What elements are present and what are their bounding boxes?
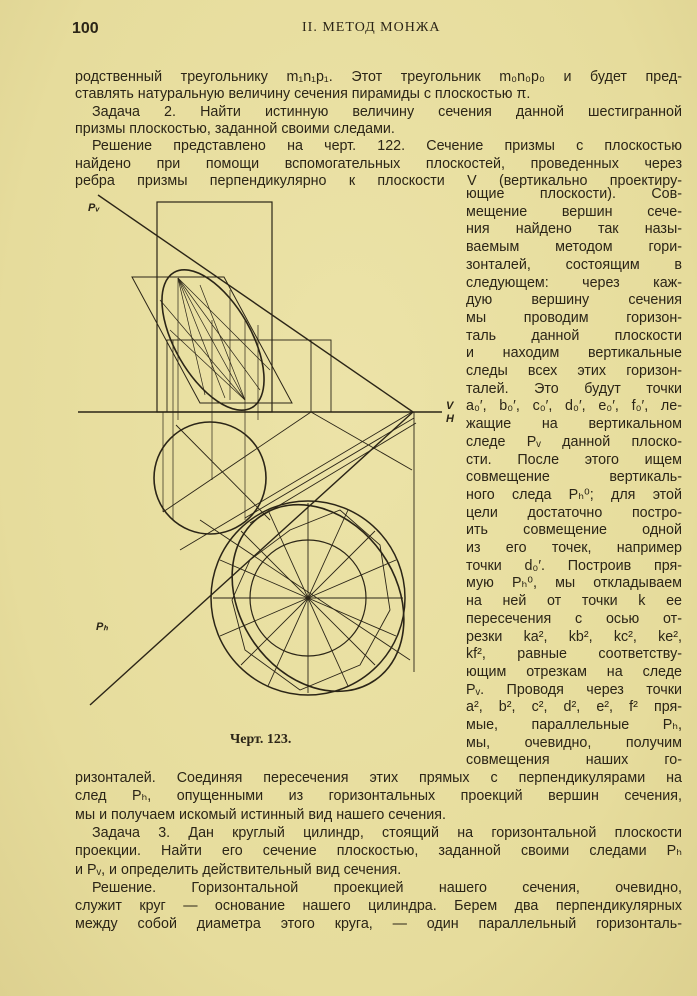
text-line: таль данной плоскости xyxy=(466,327,682,344)
text-line: родственный треугольнику m₁n₁p₁. Этот треугольник m₀n₀p₀ и будет пред- xyxy=(75,69,682,85)
text-line: Pᵥ. Проводя через точки xyxy=(466,681,682,698)
text-line: ризонталей. Соединяя пересечения этих прямых с перпендикулярами на xyxy=(75,770,682,786)
text-line: и Pᵥ, и определить действительный вид сечения. xyxy=(75,861,402,878)
text-line: ющим отрезкам на следе xyxy=(466,663,682,680)
text-line: мую Pₕ⁰, мы откладываем xyxy=(466,575,682,592)
text-line: найдено при помощи вспомогательных плоскостей, проведенных через xyxy=(75,155,682,172)
text-line: Решение. Горизонтальной проекцией нашего сечения, очевидно, xyxy=(92,879,682,896)
text-line: мые, параллельные Pₕ, xyxy=(466,717,682,733)
page-number: 100 xyxy=(72,20,99,37)
text-line: мы, очевидно, получим xyxy=(466,734,682,751)
text-line: ребра призмы перпендикулярно к плоскости V (вертикально проектиру- xyxy=(75,172,682,189)
text-line: совмещения наших го- xyxy=(466,752,682,769)
text-line: следующем: через каж- xyxy=(466,274,682,291)
radial-lines xyxy=(213,503,403,693)
text-line: Задача 2. Найти истинную величину сечения данной шестигранной xyxy=(92,103,682,120)
text-line: ного следа Pₕ⁰; для этой xyxy=(466,486,682,503)
text-line: мы и получаем искомый истинный вид нашего сечения. xyxy=(75,806,446,823)
prism-front-outline xyxy=(157,202,272,412)
text-line: жащие на вертикальном xyxy=(466,416,682,433)
text-line: мещение вершин сече- xyxy=(466,203,682,220)
text-line: дую вершину сечения xyxy=(466,292,682,309)
ph-label: Pₕ xyxy=(96,621,108,633)
text-line: на ней от точки k ее xyxy=(466,593,682,610)
text-line: ния найдено так назы- xyxy=(466,221,682,238)
text-line: из его точек, например xyxy=(466,540,682,556)
running-title: II. МЕТОД МОНЖА xyxy=(302,20,441,35)
text-line: ющие плоскости). Сов- xyxy=(466,186,682,202)
text-line: ваемым методом гори- xyxy=(466,239,682,256)
text-line: и находим вертикальные xyxy=(466,345,682,362)
text-line: a², b², c², d², e², f² пря- xyxy=(466,699,682,716)
text-line: ить совмещение одной xyxy=(466,522,682,539)
text-line: мы проводим горизон- xyxy=(466,309,682,326)
text-line: служит круг — основание нашего цилиндра. Берем два перпендикулярных xyxy=(75,898,682,915)
text-line: Решение представлено на черт. 122. Сечение призмы с плоскостью xyxy=(92,138,682,155)
text-line: Задача 3. Дан круглый цилиндр, стоящий на горизонтальной плоскости xyxy=(92,824,682,841)
figure-caption: Черт. 123. xyxy=(230,732,292,747)
text-line: проекции. Найти его сечение плоскостью, заданной своими следами Pₕ xyxy=(75,843,682,860)
text-line: зонталей, состоящим в xyxy=(466,256,682,273)
text-line: след Pₕ, опущенными из горизонтальных проекций вершин сечения, xyxy=(75,788,682,805)
text-line: a₀′, b₀′, c₀′, d₀′, e₀′, f₀′, ле- xyxy=(466,398,682,415)
text-line: между собой диаметра этого круга, — один параллельный горизонталь- xyxy=(75,916,682,933)
text-line: kf², равные соответству- xyxy=(466,646,682,663)
text-line: точки d₀′. Построив пря- xyxy=(466,557,682,574)
pv-label: Pᵥ xyxy=(88,202,100,214)
pv-trace-line xyxy=(98,195,413,412)
text-line: ставлять натуральную величину сечения пирамиды с плоскостью π. xyxy=(75,86,531,103)
text-line: резки ka², kb², kc², ke², xyxy=(466,628,682,645)
text-line: талей. Это будут точки xyxy=(466,380,682,397)
text-line: совмещение вертикаль- xyxy=(466,469,682,486)
text-line: следе Pᵥ данной плоско- xyxy=(466,433,682,450)
text-line: сти. После этого ищем xyxy=(466,451,682,468)
text-line: цели достаточно постро- xyxy=(466,504,682,521)
text-line: следы всех этих горизон- xyxy=(466,363,682,379)
text-line: пересечения с осью от- xyxy=(466,610,682,627)
text-line: призмы плоскостью, заданной своими следами. xyxy=(75,120,395,137)
v-axis-label: V xyxy=(446,400,454,412)
cylinder-base-circle xyxy=(154,422,266,534)
h-axis-label: H xyxy=(446,413,454,425)
